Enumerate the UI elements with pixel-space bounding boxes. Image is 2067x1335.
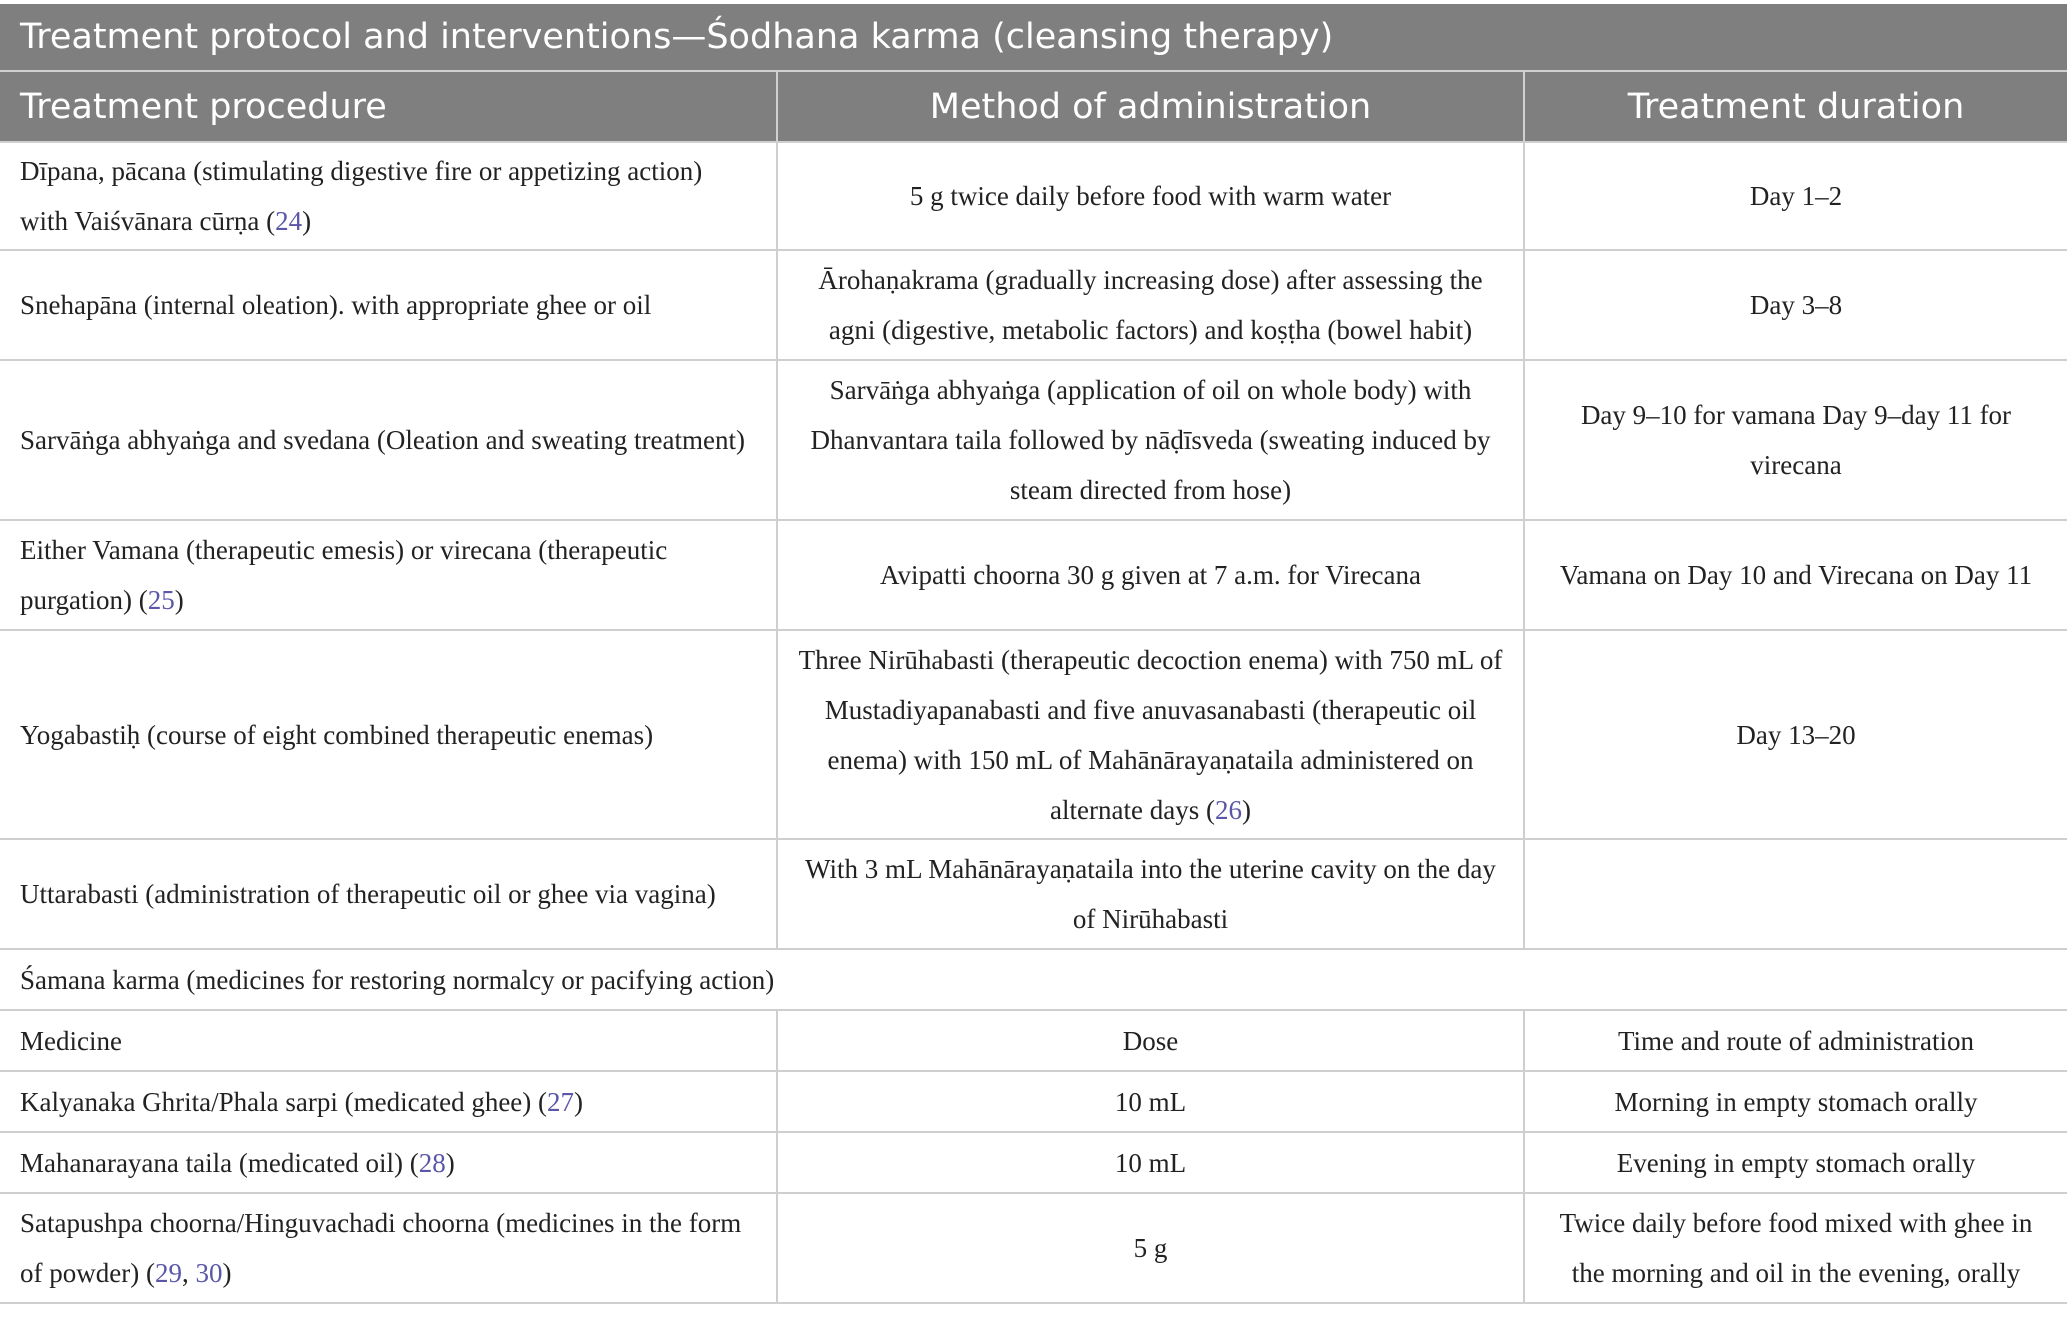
time-cell: Evening in empty stomach orally (1524, 1132, 2067, 1193)
samana-title: Śamana karma (medicines for restoring normalcy or pacifying action) (0, 949, 2067, 1010)
header-method: Method of administration (777, 71, 1524, 142)
table-title-row (0, 4, 2067, 71)
citation-link[interactable]: 27 (547, 1086, 575, 1117)
table-title: Treatment protocol and interventions—Śodhana karma (cleansing therapy) (0, 4, 2067, 71)
header-medicine: Medicine (0, 1010, 777, 1071)
procedure-cell: Uttarabasti (administration of therapeutic oil or ghee via vagina) (0, 839, 777, 949)
method-cell: 5 g twice daily before food with warm water (777, 142, 1524, 250)
table-row (0, 839, 2067, 949)
table-row (0, 1193, 2067, 1303)
method-cell: Sarvāṅga abhyaṅga (application of oil on whole body) with Dhanvantara taila followed by nāḍīsveda (sweating induced by steam directed from hose) (777, 360, 1524, 520)
duration-cell: Day 13–20 (1524, 630, 2067, 839)
table-row (0, 250, 2067, 360)
duration-cell: Day 9–10 for vamana Day 9–day 11 for virecana (1524, 360, 2067, 520)
table-row (0, 1132, 2067, 1193)
header-duration: Treatment duration (1524, 71, 2067, 142)
dose-cell: 5 g (777, 1193, 1524, 1303)
header-treatment-procedure: Treatment procedure (0, 71, 777, 142)
method-cell: Avipatti choorna 30 g given at 7 a.m. for Virecana (777, 520, 1524, 630)
samana-header-row (0, 1010, 2067, 1071)
procedure-cell: Snehapāna (internal oleation). with appropriate ghee or oil (0, 250, 777, 360)
citation-link[interactable]: 24 (275, 206, 303, 236)
table-row (0, 360, 2067, 520)
table-row (0, 1071, 2067, 1132)
dose-cell: 10 mL (777, 1071, 1524, 1132)
procedure-cell: Dīpana, pācana (stimulating digestive fire or appetizing action) with Vaiśvānara cūrṇa (24) (0, 142, 777, 250)
table-container (0, 4, 2067, 1304)
header-row (0, 71, 2067, 142)
dose-cell: 10 mL (777, 1132, 1524, 1193)
table-row (0, 630, 2067, 839)
table-row (0, 142, 2067, 250)
citation-link[interactable]: 25 (147, 585, 175, 615)
header-dose: Dose (777, 1010, 1524, 1071)
citation-link[interactable]: 26 (1214, 794, 1242, 825)
medicine-cell: Satapushpa choorna/Hinguvachadi choorna (medicines in the form of powder) (29, 30) (0, 1193, 777, 1303)
duration-cell: Day 3–8 (1524, 250, 2067, 360)
method-cell: Ārohaṇakrama (gradually increasing dose) after assessing the agni (digestive, metabolic factors) and koṣṭha (bowel habit) (777, 250, 1524, 360)
treatment-protocol-table (0, 4, 2067, 1304)
procedure-cell: Yogabastiḥ (course of eight combined therapeutic enemas) (0, 630, 777, 839)
time-cell: Morning in empty stomach orally (1524, 1071, 2067, 1132)
duration-cell (1524, 839, 2067, 949)
method-cell: With 3 mL Mahānārayaṇataila into the uterine cavity on the day of Nirūhabasti (777, 839, 1524, 949)
citation-link[interactable]: 28 (418, 1147, 446, 1178)
time-cell: Twice daily before food mixed with ghee in the morning and oil in the evening, orally (1524, 1193, 2067, 1303)
citation-link[interactable]: 29 (154, 1258, 182, 1288)
procedure-cell: Sarvāṅga abhyaṅga and svedana (Oleation and sweating treatment) (0, 360, 777, 520)
method-cell: Three Nirūhabasti (therapeutic decoction enema) with 750 mL of Mustadiyapanabasti and five anuvasanabasti (therapeutic oil enema) with 150 mL of Mahānārayaṇataila administered on alternate days (26) (777, 630, 1524, 839)
header-time-route: Time and route of administration (1524, 1010, 2067, 1071)
duration-cell: Vamana on Day 10 and Virecana on Day 11 (1524, 520, 2067, 630)
medicine-cell: Mahanarayana taila (medicated oil) (28) (0, 1132, 777, 1193)
duration-cell: Day 1–2 (1524, 142, 2067, 250)
medicine-cell: Kalyanaka Ghrita/Phala sarpi (medicated ghee) (27) (0, 1071, 777, 1132)
samana-title-row (0, 949, 2067, 1010)
citation-link[interactable]: 30 (195, 1258, 223, 1288)
procedure-cell: Either Vamana (therapeutic emesis) or virecana (therapeutic purgation) (25) (0, 520, 777, 630)
table-row (0, 520, 2067, 630)
